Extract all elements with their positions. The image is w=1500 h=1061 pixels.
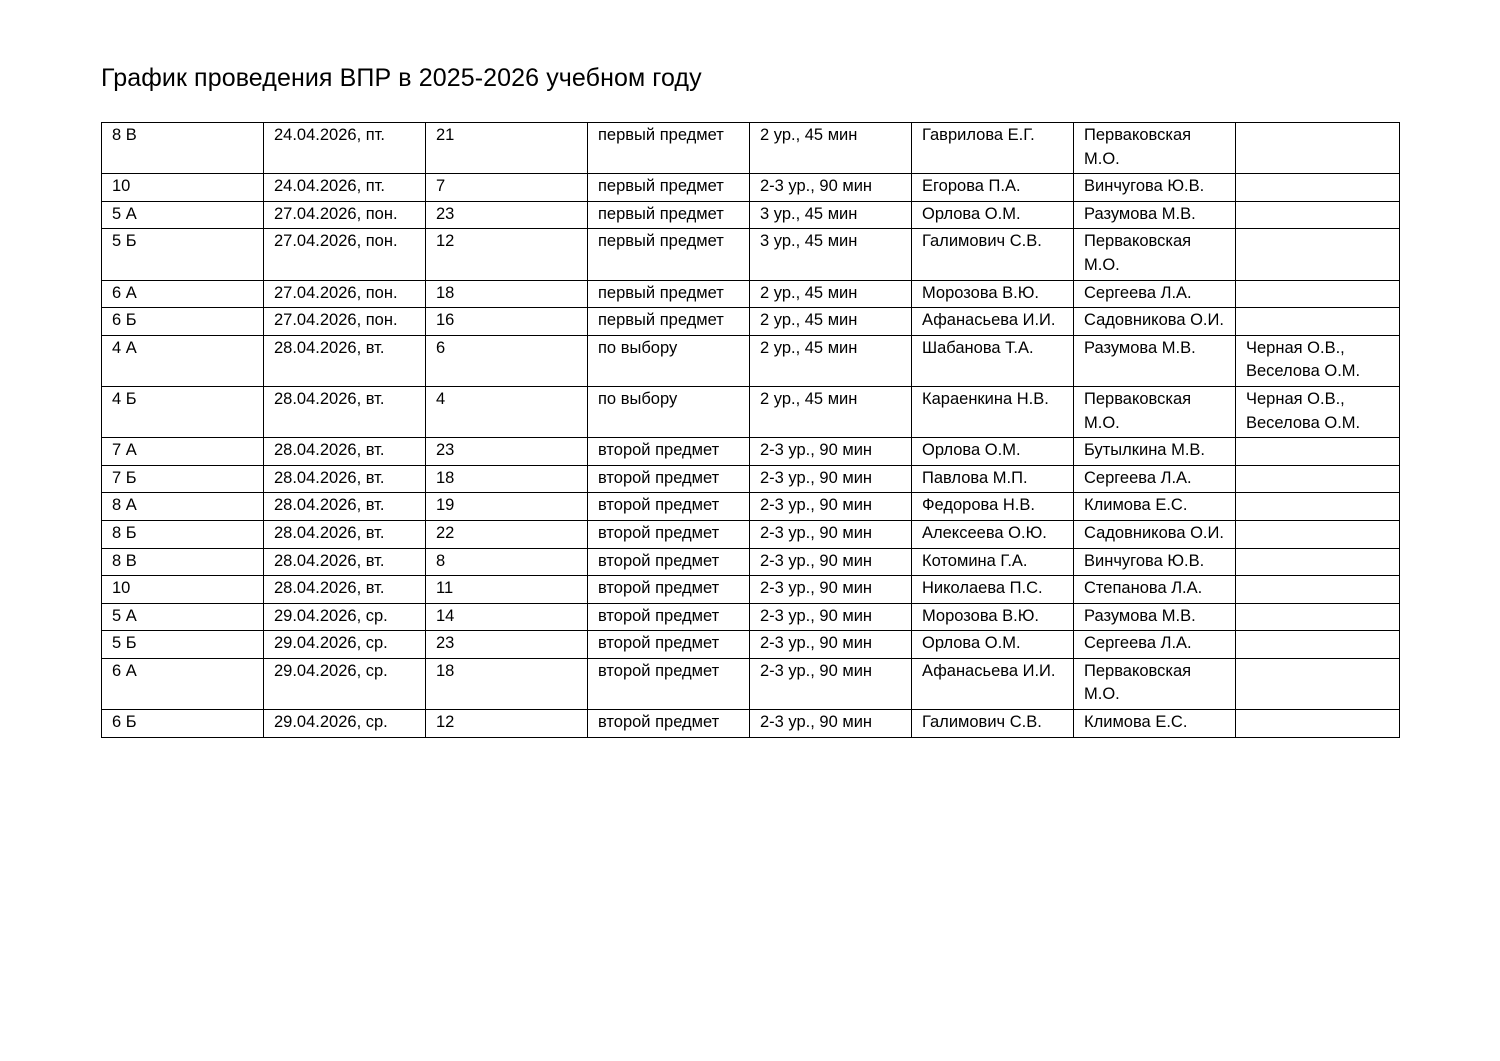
schedule-body bbox=[102, 123, 1400, 738]
organizer-cell: Николаева П.С. bbox=[912, 576, 1074, 604]
table-row bbox=[102, 548, 1400, 576]
date-cell: 29.04.2026, ср. bbox=[264, 603, 426, 631]
lesson-time-cell: 2-3 ур., 90 мин bbox=[750, 174, 912, 202]
table-row bbox=[102, 229, 1400, 280]
participants-cell: 23 bbox=[426, 438, 588, 466]
organizer-cell: Орлова О.М. bbox=[912, 438, 1074, 466]
organizer-cell: Галимович С.В. bbox=[912, 229, 1074, 280]
table-row bbox=[102, 493, 1400, 521]
participants-cell: 23 bbox=[426, 631, 588, 659]
lesson-time-cell: 3 ур., 45 мин bbox=[750, 201, 912, 229]
expert-cell: Сергеева Л.А. bbox=[1074, 465, 1236, 493]
date-cell: 28.04.2026, вт. bbox=[264, 386, 426, 437]
participants-cell: 22 bbox=[426, 520, 588, 548]
subject-cell: второй предмет bbox=[588, 658, 750, 709]
extra-expert-cell bbox=[1236, 438, 1400, 466]
date-cell: 28.04.2026, вт. bbox=[264, 335, 426, 386]
organizer-cell: Морозова В.Ю. bbox=[912, 280, 1074, 308]
subject-cell: второй предмет bbox=[588, 465, 750, 493]
expert-cell: Перваковская М.О. bbox=[1074, 386, 1236, 437]
subject-cell: второй предмет bbox=[588, 520, 750, 548]
class-cell: 10 bbox=[102, 174, 264, 202]
participants-cell: 4 bbox=[426, 386, 588, 437]
organizer-cell: Афанасьева И.И. bbox=[912, 658, 1074, 709]
class-cell: 10 bbox=[102, 576, 264, 604]
date-cell: 28.04.2026, вт. bbox=[264, 520, 426, 548]
extra-expert-cell bbox=[1236, 576, 1400, 604]
subject-cell: второй предмет bbox=[588, 493, 750, 521]
participants-cell: 12 bbox=[426, 710, 588, 738]
lesson-time-cell: 2-3 ур., 90 мин bbox=[750, 631, 912, 659]
lesson-time-cell: 3 ур., 45 мин bbox=[750, 229, 912, 280]
organizer-cell: Егорова П.А. bbox=[912, 174, 1074, 202]
organizer-cell: Орлова О.М. bbox=[912, 201, 1074, 229]
organizer-cell: Морозова В.Ю. bbox=[912, 603, 1074, 631]
expert-cell: Бутылкина М.В. bbox=[1074, 438, 1236, 466]
subject-cell: первый предмет bbox=[588, 201, 750, 229]
date-cell: 27.04.2026, пон. bbox=[264, 229, 426, 280]
date-cell: 27.04.2026, пон. bbox=[264, 280, 426, 308]
subject-cell: второй предмет bbox=[588, 603, 750, 631]
subject-cell: второй предмет bbox=[588, 438, 750, 466]
organizer-cell: Шабанова Т.А. bbox=[912, 335, 1074, 386]
subject-cell: первый предмет bbox=[588, 308, 750, 336]
participants-cell: 11 bbox=[426, 576, 588, 604]
class-cell: 6 Б bbox=[102, 710, 264, 738]
table-row bbox=[102, 658, 1400, 709]
table-row bbox=[102, 520, 1400, 548]
participants-cell: 18 bbox=[426, 465, 588, 493]
class-cell: 7 А bbox=[102, 438, 264, 466]
class-cell: 4 Б bbox=[102, 386, 264, 437]
date-cell: 29.04.2026, ср. bbox=[264, 658, 426, 709]
extra-expert-cell: Черная О.В., Веселова О.М. bbox=[1236, 335, 1400, 386]
expert-cell: Винчугова Ю.В. bbox=[1074, 174, 1236, 202]
participants-cell: 7 bbox=[426, 174, 588, 202]
organizer-cell: Караенкина Н.В. bbox=[912, 386, 1074, 437]
table-row bbox=[102, 631, 1400, 659]
extra-expert-cell bbox=[1236, 548, 1400, 576]
organizer-cell: Афанасьева И.И. bbox=[912, 308, 1074, 336]
class-cell: 4 А bbox=[102, 335, 264, 386]
extra-expert-cell bbox=[1236, 201, 1400, 229]
lesson-time-cell: 2-3 ур., 90 мин bbox=[750, 493, 912, 521]
organizer-cell: Котомина Г.А. bbox=[912, 548, 1074, 576]
organizer-cell: Павлова М.П. bbox=[912, 465, 1074, 493]
lesson-time-cell: 2-3 ур., 90 мин bbox=[750, 710, 912, 738]
date-cell: 29.04.2026, ср. bbox=[264, 710, 426, 738]
class-cell: 5 А bbox=[102, 603, 264, 631]
expert-cell: Климова Е.С. bbox=[1074, 710, 1236, 738]
participants-cell: 12 bbox=[426, 229, 588, 280]
expert-cell: Сергеева Л.А. bbox=[1074, 631, 1236, 659]
class-cell: 8 В bbox=[102, 548, 264, 576]
table-row bbox=[102, 280, 1400, 308]
date-cell: 29.04.2026, ср. bbox=[264, 631, 426, 659]
date-cell: 27.04.2026, пон. bbox=[264, 201, 426, 229]
class-cell: 6 Б bbox=[102, 308, 264, 336]
table-row bbox=[102, 603, 1400, 631]
lesson-time-cell: 2-3 ур., 90 мин bbox=[750, 438, 912, 466]
expert-cell: Перваковская М.О. bbox=[1074, 658, 1236, 709]
class-cell: 8 В bbox=[102, 123, 264, 174]
lesson-time-cell: 2 ур., 45 мин bbox=[750, 308, 912, 336]
lesson-time-cell: 2 ур., 45 мин bbox=[750, 386, 912, 437]
subject-cell: первый предмет bbox=[588, 123, 750, 174]
extra-expert-cell bbox=[1236, 465, 1400, 493]
expert-cell: Садовникова О.И. bbox=[1074, 308, 1236, 336]
lesson-time-cell: 2-3 ур., 90 мин bbox=[750, 576, 912, 604]
expert-cell: Сергеева Л.А. bbox=[1074, 280, 1236, 308]
expert-cell: Перваковская М.О. bbox=[1074, 123, 1236, 174]
expert-cell: Степанова Л.А. bbox=[1074, 576, 1236, 604]
subject-cell: по выбору bbox=[588, 335, 750, 386]
class-cell: 6 А bbox=[102, 280, 264, 308]
participants-cell: 21 bbox=[426, 123, 588, 174]
expert-cell: Садовникова О.И. bbox=[1074, 520, 1236, 548]
page-title: График проведения ВПР в 2025-2026 учебном году bbox=[101, 64, 702, 92]
subject-cell: по выбору bbox=[588, 386, 750, 437]
date-cell: 28.04.2026, вт. bbox=[264, 493, 426, 521]
table-row bbox=[102, 201, 1400, 229]
subject-cell: второй предмет bbox=[588, 710, 750, 738]
extra-expert-cell bbox=[1236, 174, 1400, 202]
subject-cell: второй предмет bbox=[588, 631, 750, 659]
vpr-schedule-table bbox=[101, 122, 1400, 738]
table-row bbox=[102, 174, 1400, 202]
class-cell: 5 Б bbox=[102, 229, 264, 280]
lesson-time-cell: 2 ур., 45 мин bbox=[750, 280, 912, 308]
class-cell: 5 А bbox=[102, 201, 264, 229]
participants-cell: 16 bbox=[426, 308, 588, 336]
organizer-cell: Галимович С.В. bbox=[912, 710, 1074, 738]
table-row bbox=[102, 335, 1400, 386]
class-cell: 8 А bbox=[102, 493, 264, 521]
subject-cell: второй предмет bbox=[588, 548, 750, 576]
date-cell: 24.04.2026, пт. bbox=[264, 174, 426, 202]
table-row bbox=[102, 308, 1400, 336]
subject-cell: первый предмет bbox=[588, 174, 750, 202]
lesson-time-cell: 2-3 ур., 90 мин bbox=[750, 465, 912, 493]
extra-expert-cell: Черная О.В., Веселова О.М. bbox=[1236, 386, 1400, 437]
extra-expert-cell bbox=[1236, 631, 1400, 659]
date-cell: 24.04.2026, пт. bbox=[264, 123, 426, 174]
participants-cell: 23 bbox=[426, 201, 588, 229]
subject-cell: первый предмет bbox=[588, 280, 750, 308]
table-row bbox=[102, 438, 1400, 466]
extra-expert-cell bbox=[1236, 603, 1400, 631]
table-row bbox=[102, 123, 1400, 174]
expert-cell: Перваковская М.О. bbox=[1074, 229, 1236, 280]
lesson-time-cell: 2-3 ур., 90 мин bbox=[750, 603, 912, 631]
extra-expert-cell bbox=[1236, 520, 1400, 548]
date-cell: 28.04.2026, вт. bbox=[264, 465, 426, 493]
lesson-time-cell: 2-3 ур., 90 мин bbox=[750, 658, 912, 709]
participants-cell: 6 bbox=[426, 335, 588, 386]
organizer-cell: Федорова Н.В. bbox=[912, 493, 1074, 521]
participants-cell: 14 bbox=[426, 603, 588, 631]
table-row bbox=[102, 465, 1400, 493]
class-cell: 8 Б bbox=[102, 520, 264, 548]
date-cell: 28.04.2026, вт. bbox=[264, 548, 426, 576]
lesson-time-cell: 2-3 ур., 90 мин bbox=[750, 548, 912, 576]
extra-expert-cell bbox=[1236, 229, 1400, 280]
table-row bbox=[102, 386, 1400, 437]
extra-expert-cell bbox=[1236, 123, 1400, 174]
extra-expert-cell bbox=[1236, 658, 1400, 709]
class-cell: 7 Б bbox=[102, 465, 264, 493]
expert-cell: Разумова М.В. bbox=[1074, 603, 1236, 631]
participants-cell: 19 bbox=[426, 493, 588, 521]
class-cell: 6 А bbox=[102, 658, 264, 709]
table-row bbox=[102, 576, 1400, 604]
organizer-cell: Орлова О.М. bbox=[912, 631, 1074, 659]
participants-cell: 18 bbox=[426, 658, 588, 709]
date-cell: 27.04.2026, пон. bbox=[264, 308, 426, 336]
extra-expert-cell bbox=[1236, 710, 1400, 738]
participants-cell: 8 bbox=[426, 548, 588, 576]
subject-cell: первый предмет bbox=[588, 229, 750, 280]
participants-cell: 18 bbox=[426, 280, 588, 308]
expert-cell: Климова Е.С. bbox=[1074, 493, 1236, 521]
expert-cell: Разумова М.В. bbox=[1074, 201, 1236, 229]
subject-cell: второй предмет bbox=[588, 576, 750, 604]
lesson-time-cell: 2-3 ур., 90 мин bbox=[750, 520, 912, 548]
extra-expert-cell bbox=[1236, 493, 1400, 521]
class-cell: 5 Б bbox=[102, 631, 264, 659]
expert-cell: Разумова М.В. bbox=[1074, 335, 1236, 386]
expert-cell: Винчугова Ю.В. bbox=[1074, 548, 1236, 576]
date-cell: 28.04.2026, вт. bbox=[264, 576, 426, 604]
organizer-cell: Алексеева О.Ю. bbox=[912, 520, 1074, 548]
date-cell: 28.04.2026, вт. bbox=[264, 438, 426, 466]
organizer-cell: Гаврилова Е.Г. bbox=[912, 123, 1074, 174]
extra-expert-cell bbox=[1236, 308, 1400, 336]
lesson-time-cell: 2 ур., 45 мин bbox=[750, 123, 912, 174]
lesson-time-cell: 2 ур., 45 мин bbox=[750, 335, 912, 386]
extra-expert-cell bbox=[1236, 280, 1400, 308]
table-row bbox=[102, 710, 1400, 738]
